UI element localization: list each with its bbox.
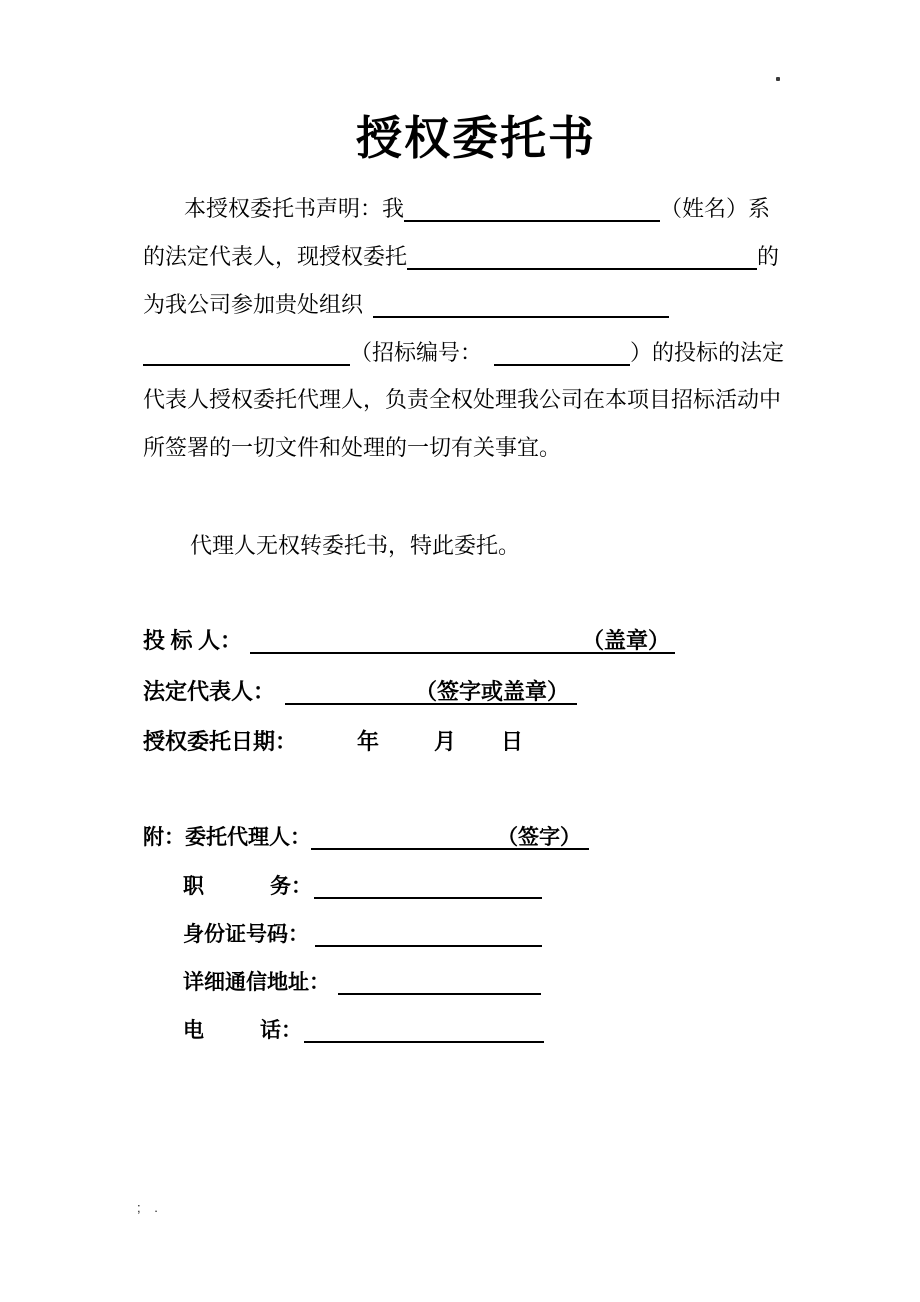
page-title: 授权委托书 xyxy=(356,113,596,164)
organizer-blank xyxy=(373,290,669,318)
duty-label-a: 职 xyxy=(183,874,204,898)
principal-name-blank xyxy=(404,194,660,222)
para1-line3 xyxy=(143,290,803,320)
stray-speck xyxy=(776,77,780,81)
address-blank xyxy=(338,967,541,995)
date-month-label: 月 xyxy=(434,729,457,754)
para2-line xyxy=(143,531,803,561)
para1-line2-text-b: 的 xyxy=(757,244,780,269)
legal-rep-line xyxy=(143,677,803,707)
duty-blank xyxy=(314,871,542,899)
attachment-prefix: 附： xyxy=(143,825,185,849)
para1-line4-text-b: ）的投标的法定 xyxy=(630,340,785,365)
date-line xyxy=(143,727,803,757)
para1-line4 xyxy=(143,338,803,368)
address-label: 详细通信地址： xyxy=(183,970,330,994)
para1-line6 xyxy=(143,433,803,463)
para1-line1 xyxy=(143,194,803,224)
agent-label: 委托代理人： xyxy=(185,825,311,849)
duty-line xyxy=(143,871,843,901)
id-number-line xyxy=(143,919,843,949)
date-label: 授权委托日期： xyxy=(143,729,298,754)
phone-line xyxy=(143,1015,843,1045)
date-day-label: 日 xyxy=(501,729,524,754)
project-blank xyxy=(143,338,350,366)
phone-blank xyxy=(304,1015,544,1043)
id-number-blank xyxy=(315,919,542,947)
bidder-seal-note: （盖章） xyxy=(582,626,675,654)
legal-rep-seal-note: （签字或盖章） xyxy=(415,677,577,705)
para1-line5 xyxy=(143,385,803,415)
para1-line4-text-a: （招标编号： xyxy=(350,340,483,365)
date-year-label: 年 xyxy=(357,729,380,754)
bidder-blank xyxy=(250,626,582,654)
attachment-agent-line xyxy=(143,822,803,852)
para1-line3-text: 为我公司参加贵处组织 xyxy=(143,292,364,317)
para1-line2-text-a: 的法定代表人，现授权委托 xyxy=(143,244,408,269)
para2-text: 代理人无权转委托书，特此委托。 xyxy=(190,533,521,558)
id-number-label: 身份证号码： xyxy=(183,922,309,946)
para1-line1-text-a: 本授权委托书声明：我 xyxy=(184,196,405,221)
agent-sign-note: （签字） xyxy=(497,822,589,850)
para1-line5-text: 代表人授权委托代理人，负责全权处理我公司在本项目招标活动中 xyxy=(143,387,782,412)
bidder-label: 投 标 人： xyxy=(143,628,243,653)
para1-line1-text-b: （姓名）系 xyxy=(660,196,771,221)
phone-label-a: 电 xyxy=(183,1018,204,1042)
phone-label-b: 话： xyxy=(260,1018,302,1042)
duty-label-b: 务： xyxy=(270,874,312,898)
legal-rep-blank xyxy=(285,677,415,705)
address-line xyxy=(143,967,843,997)
agent-name-blank xyxy=(407,242,757,270)
agent-sign-blank xyxy=(311,822,497,850)
stray-bottom-marks: ; . xyxy=(137,1200,163,1215)
para1-line6-text: 所签署的一切文件和处理的一切有关事宜。 xyxy=(143,435,562,460)
bidder-line xyxy=(143,626,803,656)
legal-rep-label: 法定代表人： xyxy=(143,679,276,704)
para1-line2 xyxy=(143,242,803,272)
tender-number-blank xyxy=(494,338,630,366)
